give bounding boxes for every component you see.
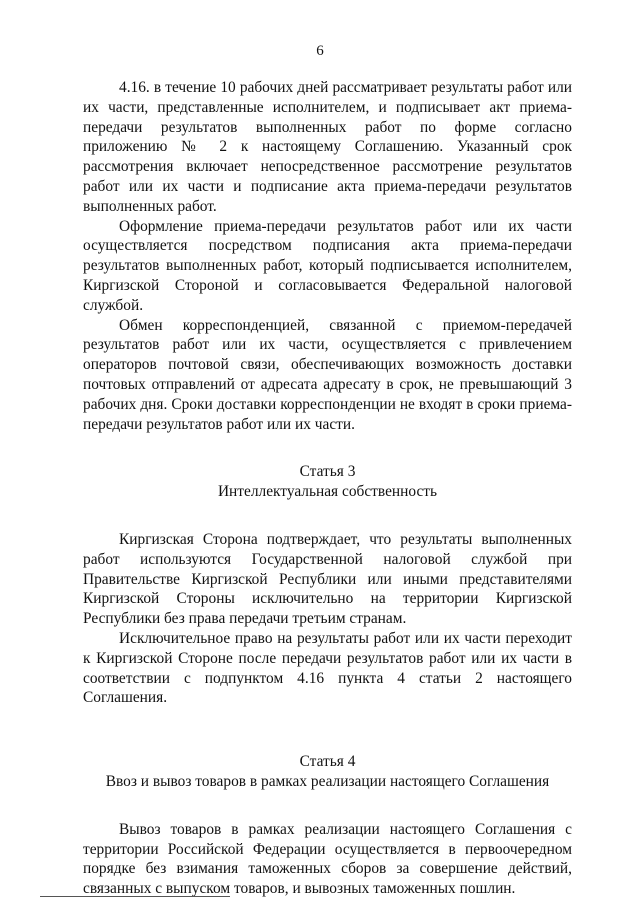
article-3-title: Интеллектуальная собственность xyxy=(217,483,438,501)
article-4-heading xyxy=(83,752,572,792)
paragraph-4-16: 4.16. в течение 10 рабочих дней рассматривает результаты работ или их части, представленные исполнителем, и подписывает акт приема-передачи результатов выполненных работ по форме согласно приложению № 2 к настоящему Соглашению. Указанный срок рассмотрения включает непосредственное рассмотрение результатов работ или их части и подписание акта приема-передачи результатов выполненных работ. xyxy=(83,79,572,215)
footer-divider xyxy=(40,896,230,897)
document-body xyxy=(83,78,572,899)
article-3-number: Статья 3 xyxy=(299,463,356,481)
article-4-number: Статья 4 xyxy=(299,753,356,771)
page-number: 6 xyxy=(316,43,324,59)
article-4-title: Ввоз и вывоз товаров в рамках реализации настоящего Соглашения xyxy=(105,772,550,790)
article-4-paragraph-1: Вывоз товаров в рамках реализации настоящего Соглашения с территории Российской Федерации осуществляется в первоочередном порядке без взимания таможенных сборов за совершение действий, связанных с выпуском товаров, и вывозных таможенных пошлин. xyxy=(83,820,572,898)
article-3-paragraph-1: Киргизская Сторона подтверждает, что результаты выполненных работ используются Государственной налоговой службой при Правительстве Киргизской Республики или иными представителями Киргизской Стороны исключительно на территории Киргизской Республики без права передачи третьим странам. xyxy=(83,530,572,628)
intro-section xyxy=(83,78,572,434)
paragraph-correspondence: Обмен корреспонденцией, связанной с приемом-передачей результатов работ или их части, осуществляется с привлечением операторов почтовой связи, обеспечивающих возможность доставки почтовых отправлений от адресата адресату в срок, не превышающий 3 рабочих дня. Сроки доставки корреспонденции не входят в сроки приема-передачи результатов работ или их части. xyxy=(83,316,572,433)
article-3-section xyxy=(83,462,572,708)
paragraph-acceptance-formalization: Оформление приема-передачи результатов работ или их части осуществляется посредством подписания акта приема-передачи результатов выполненных работ, который подписывается исполнителем, Киргизской Стороной и согласовывается Федеральной налоговой службой. xyxy=(83,217,572,314)
article-4-section xyxy=(83,752,572,899)
article-3-paragraph-2: Исключительное право на результаты работ или их части переходит к Киргизской Стороне после передачи результатов работ или их части в соответствии с подпунктом 4.16 пункта 4 статьи 2 настоящего Соглашения. xyxy=(83,629,572,707)
article-3-heading xyxy=(83,462,572,502)
